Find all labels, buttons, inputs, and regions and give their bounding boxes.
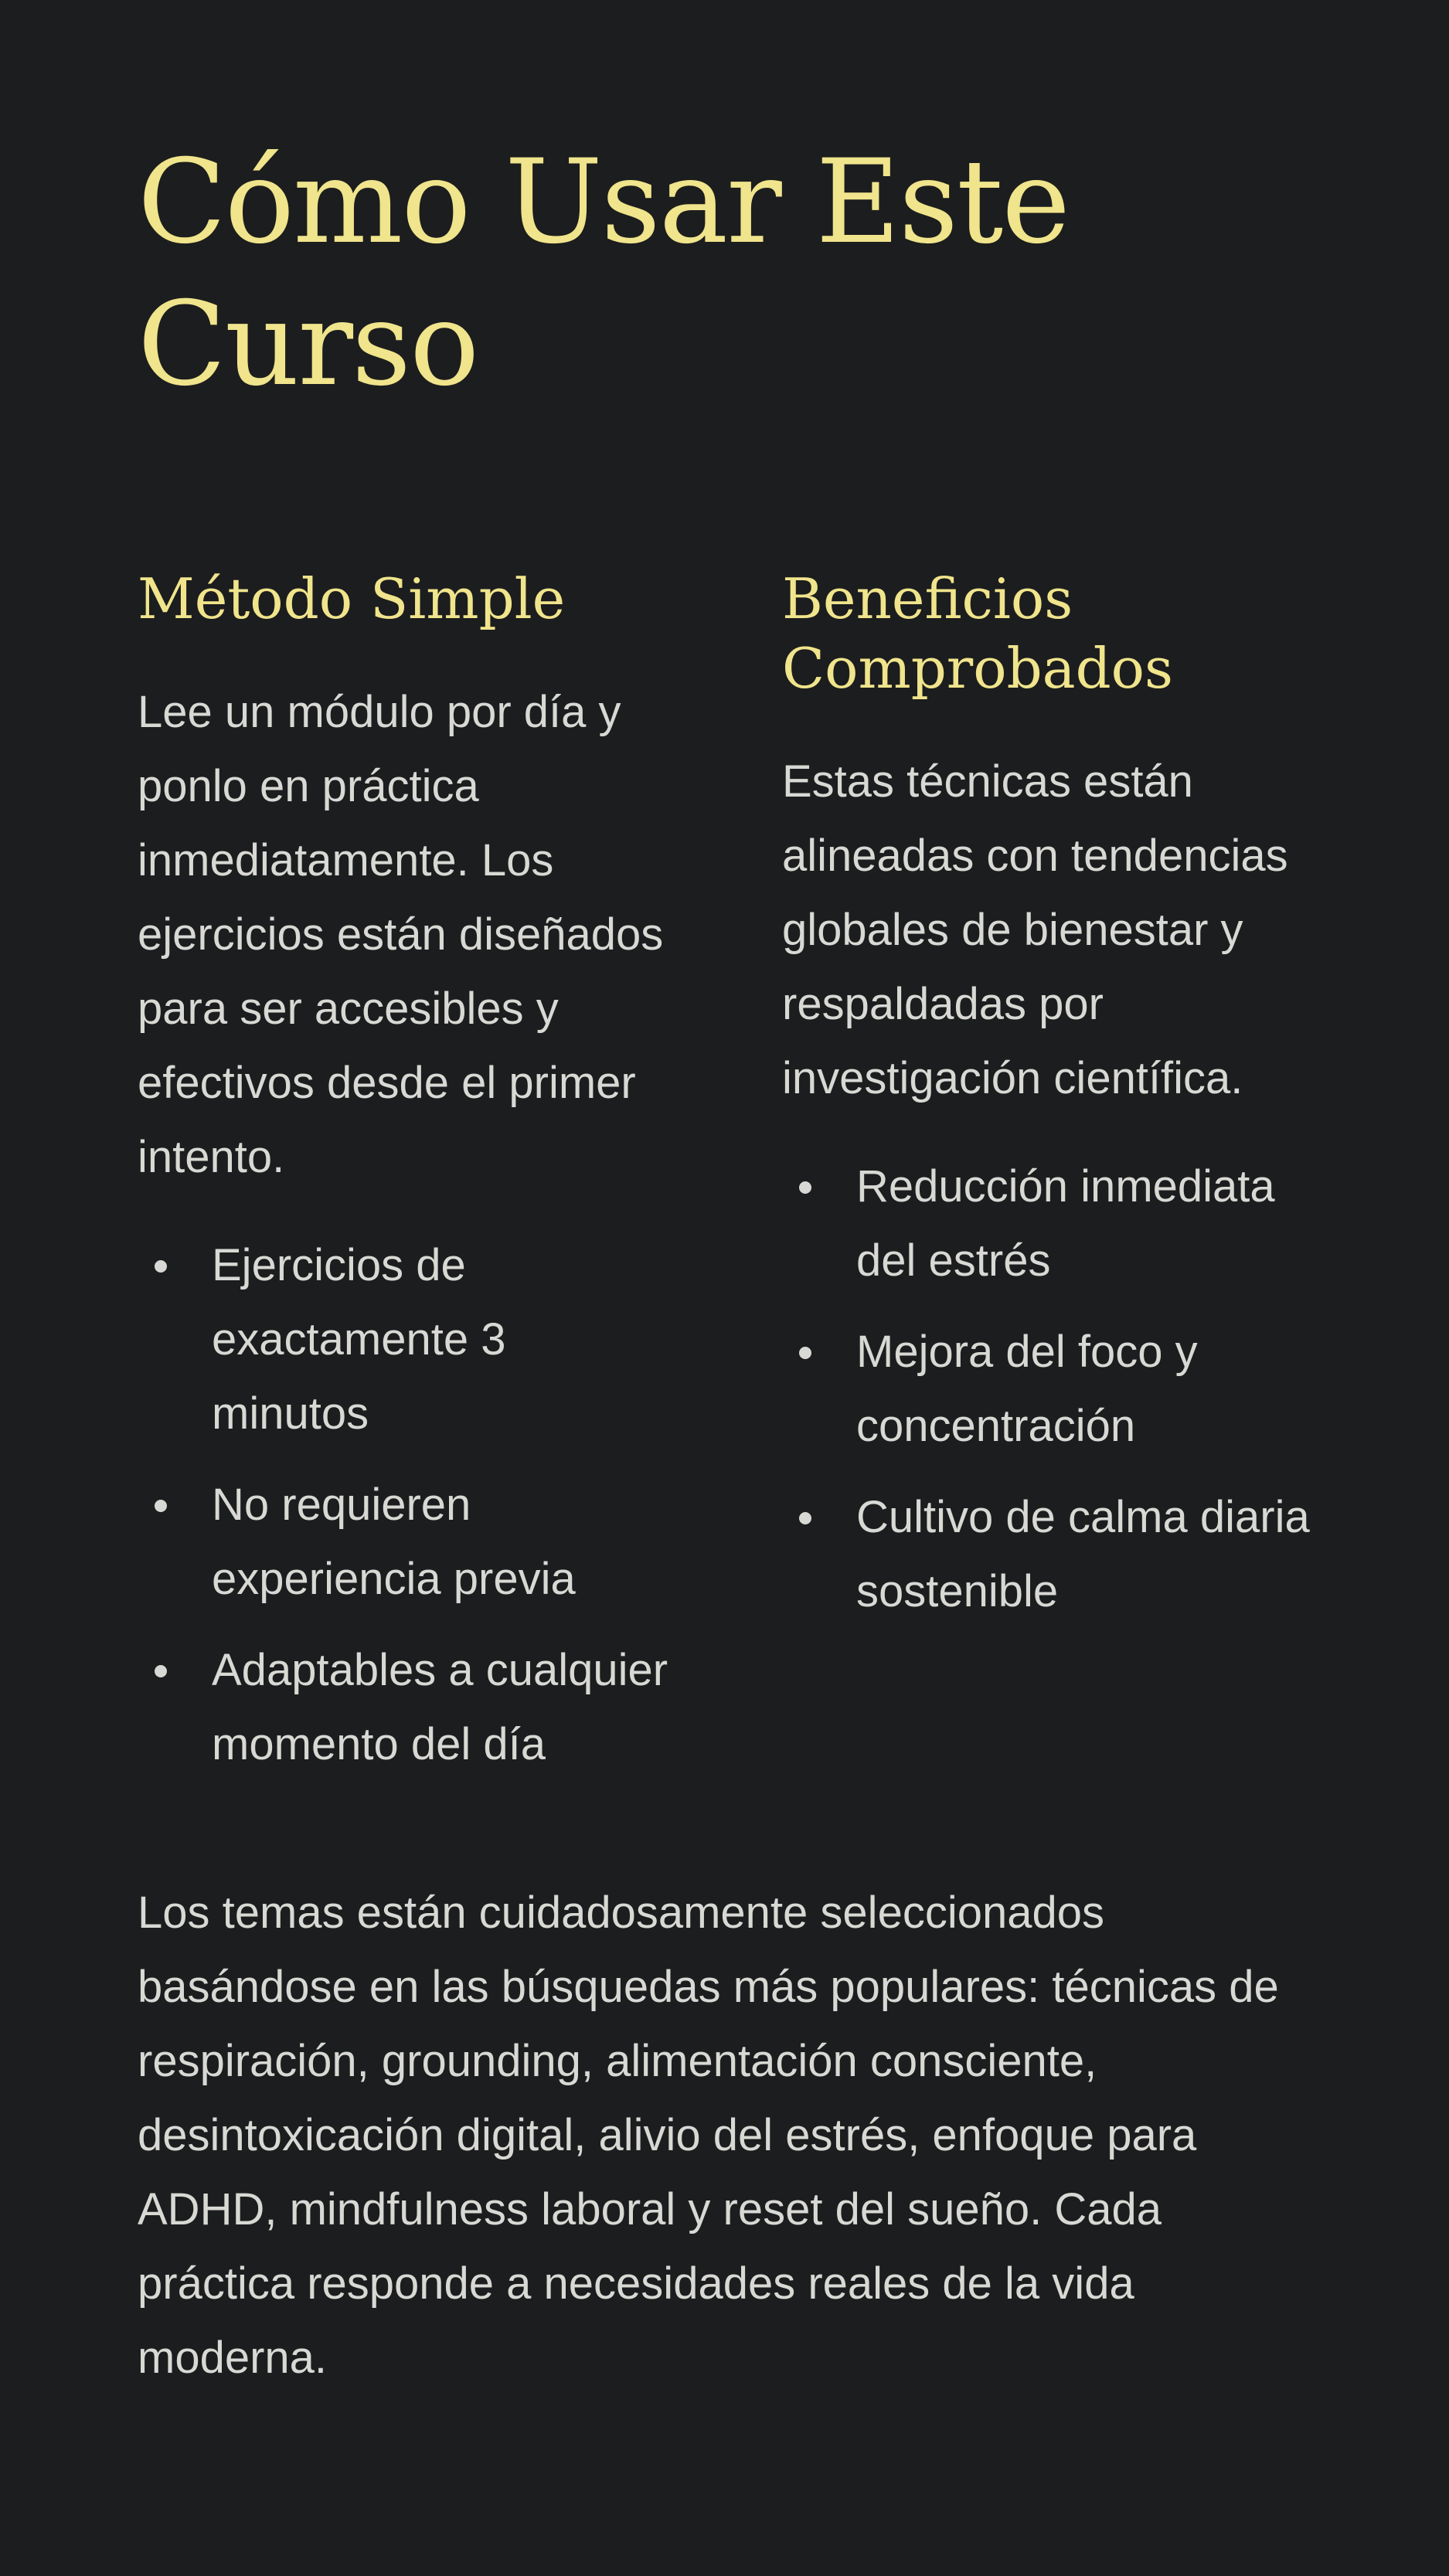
footer-paragraph: Los temas están cuidadosamente seleccionados basándose en las búsquedas más populares: técnicas de respiración, grounding, alimentación consciente, desintoxicación digital, alivio del estrés, enfoque para ADHD, mindfulness laboral y reset del sueño. Cada práctica responde a necesidades reales de la vida moderna. <box>138 1888 1279 2383</box>
list-item <box>782 1150 1318 1298</box>
bullet-icon <box>799 1181 811 1194</box>
bullet-icon <box>155 1500 167 1512</box>
list-item-text: No requieren experiencia previa <box>212 1480 576 1604</box>
bullet-icon <box>799 1512 811 1524</box>
column-heading: Método Simple <box>138 566 566 631</box>
bullet-list <box>138 1229 674 1782</box>
list-item-text: Mejora del foco y concentración <box>856 1327 1198 1451</box>
column-body: Lee un módulo por día y ponlo en práctica inmediatamente. Los ejercicios están diseñados para ser accesibles y efectivos desde el primer intento. <box>138 687 664 1182</box>
column-proven-benefits <box>782 564 1318 1799</box>
page-title: Cómo Usar Este Curso <box>138 135 1070 412</box>
column-simple-method <box>138 564 674 1799</box>
list-item-text: Adaptables a cualquier momento del día <box>212 1645 668 1769</box>
columns <box>138 564 1311 1799</box>
list-item <box>138 1633 674 1782</box>
bullet-icon <box>155 1665 167 1677</box>
bullet-icon <box>799 1347 811 1359</box>
list-item <box>782 1480 1318 1629</box>
list-item-text: Reducción inmediata del estrés <box>856 1161 1275 1286</box>
list-item <box>138 1229 674 1451</box>
list-item <box>782 1315 1318 1463</box>
list-item-text: Ejercicios de exactamente 3 minutos <box>212 1240 506 1439</box>
list-item <box>138 1468 674 1616</box>
list-item-text: Cultivo de calma diaria sostenible <box>856 1492 1310 1616</box>
bullet-list <box>782 1150 1318 1629</box>
column-body: Estas técnicas están alineadas con tendencias globales de bienestar y respaldadas por investigación científica. <box>782 756 1288 1103</box>
bullet-icon <box>155 1260 167 1273</box>
column-heading: Beneficios Comprobados <box>782 566 1173 701</box>
